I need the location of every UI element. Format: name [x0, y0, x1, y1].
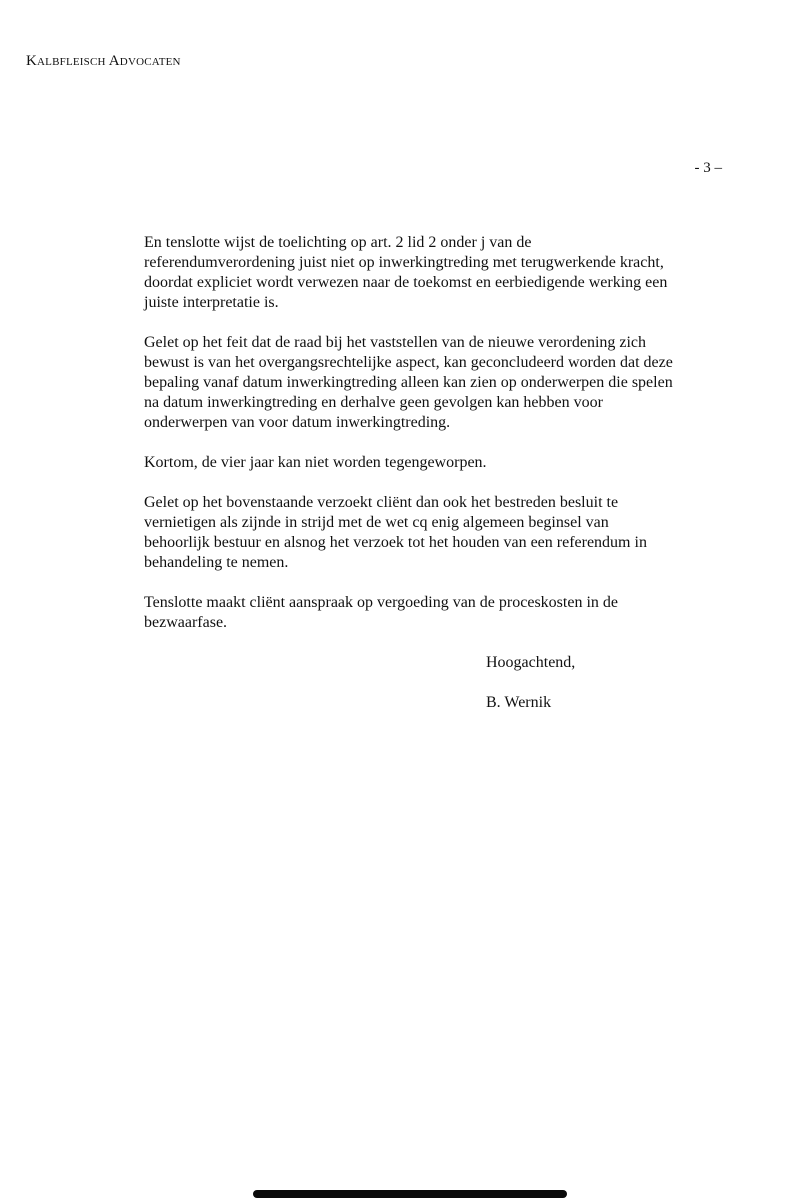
- text-line: En tenslotte wijst de toelichting op art. 2 lid 2 onder j van de: [144, 234, 532, 251]
- text-line: bewust is van het overgangsrechtelijke aspect, kan geconcludeerd worden dat deze: [144, 354, 673, 371]
- paragraph-toelichting: [144, 233, 744, 313]
- closing-greeting: Hoogachtend,: [486, 654, 576, 671]
- text-line: Kortom, de vier jaar kan niet worden tegengeworpen.: [144, 454, 487, 471]
- paragraph-overgangsrecht: [144, 333, 744, 433]
- text-line: bepaling vanaf datum inwerkingtreding alleen kan zien op onderwerpen die spelen: [144, 374, 673, 391]
- page-number: - 3 –: [694, 160, 722, 176]
- home-indicator[interactable]: [253, 1190, 567, 1198]
- text-line: onderwerpen van voor datum inwerkingtreding.: [144, 414, 451, 431]
- signature-name: B. Wernik: [486, 694, 552, 711]
- paragraph-kortom: [144, 453, 744, 473]
- text-line: juiste interpretatie is.: [144, 294, 279, 311]
- text-line: Gelet op het bovenstaande verzoekt cliënt dan ook het bestreden besluit te: [144, 494, 619, 511]
- text-line: bezwaarfase.: [144, 614, 228, 631]
- text-line: referendumverordening juist niet op inwerkingtreding met terugwerkende kracht,: [144, 254, 664, 271]
- firm-name: Kalbfleisch Advocaten: [26, 53, 181, 69]
- text-line: behoorlijk bestuur en alsnog het verzoek tot het houden van een referendum in: [144, 534, 647, 551]
- text-line: na datum inwerkingtreding en derhalve geen gevolgen kan hebben voor: [144, 394, 603, 411]
- text-line: vernietigen als zijnde in strijd met de wet cq enig algemeen beginsel van: [144, 514, 609, 531]
- text-line: Tenslotte maakt cliënt aanspraak op vergoeding van de proceskosten in de: [144, 594, 618, 611]
- text-line: Gelet op het feit dat de raad bij het vaststellen van de nieuwe verordening zich: [144, 334, 647, 351]
- text-line: doordat expliciet wordt verwezen naar de toekomst en eerbiedigende werking een: [144, 274, 668, 291]
- text-line: behandeling te nemen.: [144, 554, 289, 571]
- paragraph-proceskosten: [144, 593, 744, 633]
- letter-body: [144, 233, 744, 653]
- paragraph-verzoek: [144, 493, 744, 573]
